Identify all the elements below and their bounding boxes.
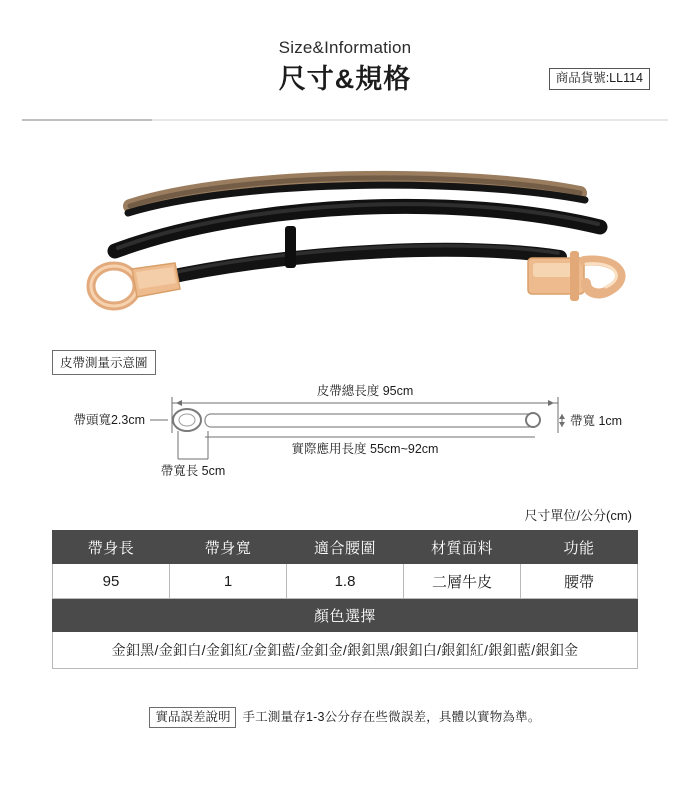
table-cell: 二層牛皮 xyxy=(404,564,521,599)
table-header-row xyxy=(53,531,638,564)
color-header-cell: 顏色選擇 xyxy=(53,599,638,632)
spec-table xyxy=(52,530,638,669)
table-cell: 95 xyxy=(53,564,170,599)
usable-length-label: 實際應用長度 55cm~92cm xyxy=(291,442,439,457)
color-header-row xyxy=(53,599,638,632)
left-buckle xyxy=(91,263,180,306)
table-cell: 1.8 xyxy=(287,564,404,599)
table-header-cell: 適合腰圍 xyxy=(287,531,404,564)
diagram-section-label: 皮帶測量示意圖 xyxy=(52,350,156,375)
diagram-section-header xyxy=(0,350,690,375)
sku-badge: 商品貨號:LL114 xyxy=(549,68,650,90)
color-values-row xyxy=(53,632,638,669)
buckle-width-label: 帶頭寬2.3cm xyxy=(73,413,145,428)
footer-note-text: 手工測量存1-3公分存在些微誤差，具體以實物為準。 xyxy=(242,710,541,725)
belt-width-label: 帶寬 1cm xyxy=(570,414,623,429)
table-row xyxy=(53,564,638,599)
table-header-cell: 材質面料 xyxy=(404,531,521,564)
footer-note xyxy=(0,707,690,725)
right-buckle xyxy=(528,251,620,301)
table-header-cell: 帶身寬 xyxy=(170,531,287,564)
header-title-zh: 尺寸&規格 xyxy=(278,64,412,95)
header-divider xyxy=(22,119,668,121)
table-header-cell: 功能 xyxy=(521,531,638,564)
measurement-diagram xyxy=(0,381,690,499)
header xyxy=(0,0,690,97)
buckle-length-label: 帶寬長 5cm xyxy=(160,464,226,479)
footer-note-tag: 實品誤差說明 xyxy=(149,707,236,728)
belt-illustration xyxy=(40,131,650,346)
color-values-cell: 金釦黑/金釦白/金釦紅/金釦藍/金釦金/銀釦黑/銀釦白/銀釦紅/銀釦藍/銀釦金 xyxy=(53,632,638,669)
measurement-diagram-svg xyxy=(0,381,690,499)
product-photo xyxy=(0,131,690,346)
table-cell: 1 xyxy=(170,564,287,599)
total-length-label: 皮帶總長度 95cm xyxy=(316,384,414,399)
unit-note: 尺寸單位/公分(cm) xyxy=(524,508,632,524)
header-title-en: Size&Information xyxy=(278,38,412,57)
table-header-cell: 帶身長 xyxy=(53,531,170,564)
table-cell: 腰帶 xyxy=(521,564,638,599)
